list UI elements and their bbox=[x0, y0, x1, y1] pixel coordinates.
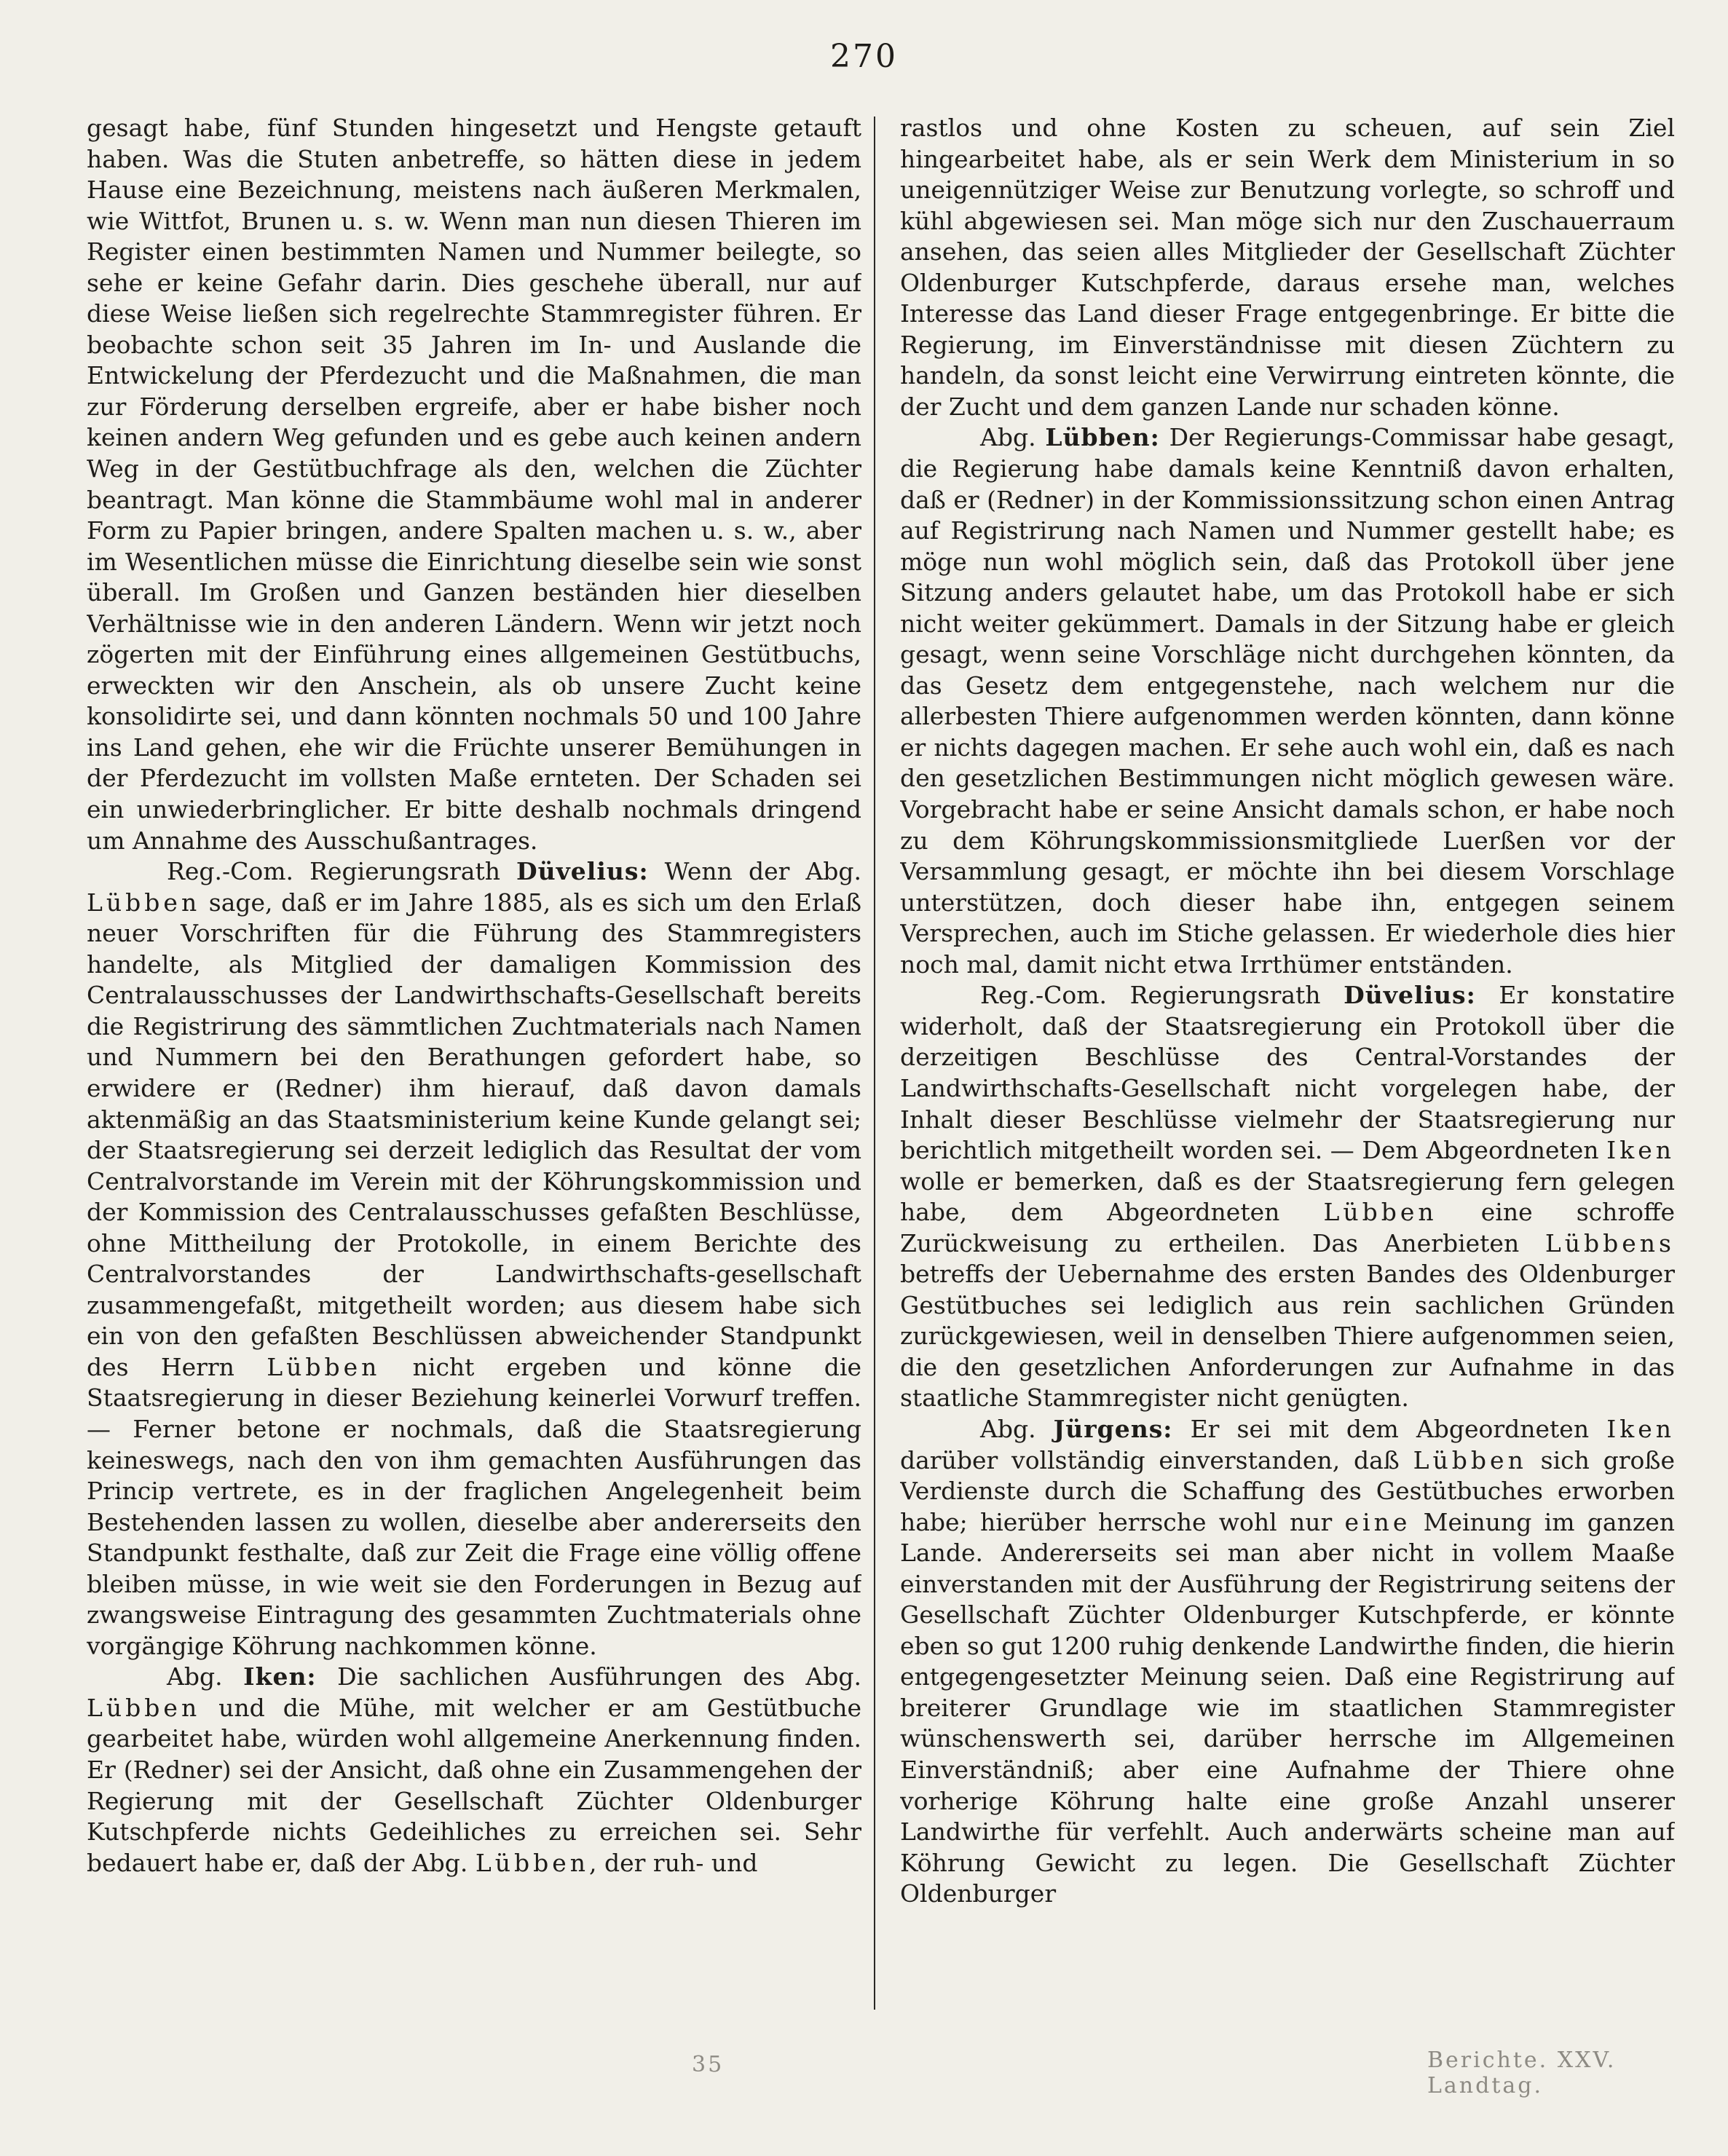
speaker-name: Düvelius: bbox=[516, 857, 649, 886]
paragraph-continuation: gesagt habe, fünf Stunden hingesetzt und Hengste getauft haben. Was die Stuten anbetreffe, so hätten diese in jedem Hause eine Bezeichnung, meistens nach äußeren Merkmalen, wie Wittfot, Brunen u. s. w. Wenn man nun diesen Thieren im Register einen bestimmten Namen und Nummer beilegte, so sehe er keine Gefahr darin. Dies geschehe überall, nur auf diese Weise ließen sich regelrechte Stammregister führen. Er beobachte schon seit 35 Jahren im In- und Auslande die Entwickelung der Pferdezucht und die Maßnahmen, die man zur Förderung derselben ergreife, aber er habe bisher noch keinen andern Weg gefunden und es gebe auch keinen andern Weg in der Gestütbuchfrage als den, welchen die Züchter beantragt. Man könne die Stammbäume wohl mal in anderer Form zu Papier bringen, andere Spalten machen u. s. w., aber im Wesentlichen müsse die Einrichtung dieselbe sein wie sonst überall. Im Großen und Ganzen beständen hier dieselben Verhältnisse wie in den anderen Ländern. Wenn wir jetzt noch zögerten mit der Einführung eines allgemeinen Gestütbuchs, erweckten wir den Anschein, als ob unsere Zucht keine konsolidirte sei, und dann könnten nochmals 50 und 100 Jahre ins Land gehen, ehe wir die Früchte unserer Bemühungen in der Pferdezucht im vollsten Maße ernteten. Der Schaden sei ein unwiederbringlicher. Er bitte deshalb nochmals dringend um Annahme des Ausschußantrages. bbox=[87, 114, 861, 855]
spaced-name: Lübben bbox=[1413, 1445, 1527, 1474]
left-column bbox=[87, 113, 861, 2021]
column-divider bbox=[874, 117, 875, 2010]
speaker-name: Lübben: bbox=[1045, 423, 1160, 452]
spaced-name: Iken bbox=[1606, 1136, 1675, 1165]
page-number: 270 bbox=[830, 38, 898, 75]
emphasized-word: eine bbox=[1344, 1507, 1411, 1536]
spaced-name: Lübbens bbox=[1544, 1228, 1675, 1257]
spaced-name: Lübben bbox=[475, 1848, 590, 1877]
paragraph-duevelius-reply: Reg.-Com. Regierungsrath Düvelius: Wenn der Abg. Lübben sage, daß er im Jahre 1885, als es sich um den Erlaß neuer Vorschriften für die Führung des Stammregisters handelte, als Mitglied der damaligen Kommission des Centralausschusses der Landwirthschafts-Gesellschaft bereits die Registrirung des sämmtlichen Zuchtmaterials nach Namen und Nummern bei den Berathungen gefordert habe, so erwidere er (Redner) ihm hierauf, daß davon damals aktenmäßig an das Staatsministerium keine Kunde gelangt sei; der Staatsregierung sei derzeit lediglich das Resultat der vom Centralvorstande im Verein mit der Köhrungskommission und der Kommission des Centralausschusses gefaßten Beschlüsse, ohne Mittheilung der Protokolle, in einem Berichte des Centralvorstandes der Landwirthschafts-gesellschaft zusammengefaßt, mitgetheilt worden; aus diesem habe sich ein von den gefaßten Beschlüssen abweichender Standpunkt des Herrn Lübben nicht ergeben und könne die Staatsregierung in dieser Beziehung keinerlei Vorwurf treffen. — Ferner betone er nochmals, daß die Staatsregierung keineswegs, nach den von ihm gemachten Ausführungen das Princip vertrete, es in der fraglichen Angelegenheit beim Bestehenden lassen zu wollen, dieselbe aber andererseits den Standpunkt festhalte, daß zur Zeit die Frage eine völlig offene bleiben müsse, in wie weit sie den Forderungen in Bezug auf zwangsweise Eintragung des gesammten Zuchtmaterials ohne vorgängige Köhrung nachkommen könne. bbox=[87, 857, 861, 1660]
spaced-name: Lübben bbox=[87, 888, 201, 917]
speaker-name: Jürgens: bbox=[1053, 1414, 1173, 1443]
paragraph-luebben: Abg. Lübben: Der Regierungs-Commissar habe gesagt, die Regierung habe damals keine Kenntniß davon erhalten, daß er (Redner) in der Kommissionssitzung schon einen Antrag auf Registrirung nach Namen und Nummer gestellt habe; es möge nun wohl möglich sein, daß das Protokoll über jene Sitzung anders gelautet habe, um das Protokoll habe er sich nicht weiter gekümmert. Damals in der Sitzung habe er gleich gesagt, wenn seine Vorschläge nicht durchgehen könnten, da das Gesetz dem entgegenstehe, nach welchem nur die allerbesten Thiere aufgenommen werden könnten, dann könne er nichts dagegen machen. Er sehe auch wohl ein, daß es nach den gesetzlichen Bestimmungen nicht möglich gewesen wäre. Vorgebracht habe er seine Ansicht damals schon, er habe noch zu dem Köhrungskommissionsmitgliede Luerßen vor der Versammlung gesagt, er möchte ihn bei diesem Vorschlage unterstützen, doch dieser habe ihn, entgegen seinem Versprechen, auch im Stiche gelassen. Er wiederhole dies hier noch mal, damit nicht etwa Irrthümer entständen. bbox=[900, 423, 1675, 979]
spaced-name: Iken bbox=[1606, 1414, 1675, 1443]
spaced-name: Lübben bbox=[1323, 1198, 1437, 1227]
paragraph-continuation: rastlos und ohne Kosten zu scheuen, auf sein Ziel hingearbeitet habe, als er sein Werk dem Ministerium in so uneigennütziger Weise zur Benutzung vorlegte, so schroff und kühl abgewiesen sei. Man möge sich nur den Zuschauerraum ansehen, das seien alles Mitglieder der Gesellschaft Züchter Oldenburger Kutschpferde, daraus ersehe man, welches Interesse das Land dieser Frage entgegenbringe. Er bitte die Regierung, im Einverständnisse mit diesen Züchtern zu handeln, da sonst leicht eine Verwirrung eintreten könnte, die der Zucht und dem ganzen Lande nur schaden könne. bbox=[900, 114, 1675, 421]
paragraph-juergens: Abg. Jürgens: Er sei mit dem Abgeordneten Iken darüber vollständig einverstanden, daß Lübben sich große Verdienste durch die Schaffung des Gestütbuches erworben habe; hierüber herrsche wohl nur eine Meinung im ganzen Lande. Andererseits sei man aber nicht in vollem Maaße einverstanden mit der Ausführung der Registrirung seitens der Gesellschaft Züchter Oldenburger Kutschpferde, er könnte eben so gut 1200 ruhig denkende Landwirthe finden, die hierin entgegengesetzter Meinung seien. Daß eine Registrirung auf breiterer Grundlage wie im staatlichen Stammregister wünschenswerth sei, darüber herrsche im Allgemeinen Einverständniß; aber eine Aufnahme der Thiere ohne vorherige Köhrung halte eine große Anzahl unserer Landwirthe für verfehlt. Auch anderwärts scheine man auf Köhrung Gewicht zu legen. Die Gesellschaft Züchter Oldenburger bbox=[900, 1414, 1675, 1908]
speaker-name: Iken: bbox=[243, 1662, 317, 1691]
bleed-through-signature: 35 bbox=[692, 2052, 725, 2077]
speaker-name: Düvelius: bbox=[1344, 981, 1476, 1010]
paragraph-duevelius-second: Reg.-Com. Regierungsrath Düvelius: Er konstatire widerholt, daß der Staatsregierung ein Protokoll über die derzeitigen Beschlüsse des Central-Vorstandes der Landwirthschafts-Gesellschaft nicht vorgelegen habe, der Inhalt dieser Beschlüsse vielmehr der Staatsregierung nur berichtlich mitgetheilt worden sei. — Dem Abgeordneten Iken wolle er bemerken, daß es der Staatsregierung fern gelegen habe, dem Abgeordneten Lübben eine schroffe Zurückweisung zu ertheilen. Das Anerbieten Lübbens betreffs der Uebernahme des ersten Bandes des Oldenburger Gestütbuches sei lediglich aus rein sachlichen Gründen zurückgewiesen, weil in denselben Thiere aufgenommen seien, die den gesetzlichen Anforderungen zur Aufnahme in das staatliche Stammregister nicht genügten. bbox=[900, 981, 1675, 1413]
spaced-name: Lübben bbox=[267, 1352, 381, 1381]
paragraph-iken: Abg. Iken: Die sachlichen Ausführungen des Abg. Lübben und die Mühe, mit welcher er am Gestütbuche gearbeitet habe, würden wohl allgemeine Anerkennung finden. Er (Redner) sei der Ansicht, daß ohne ein Zusammengehen der Regierung mit der Gesellschaft Züchter Oldenburger Kutschpferde nichts Gedeihliches zu erreichen sei. Sehr bedauert habe er, daß der Abg. Lübben, der ruh- und bbox=[87, 1662, 861, 1877]
right-column bbox=[900, 113, 1675, 2021]
spaced-name: Lübben bbox=[87, 1693, 201, 1722]
bleed-through-footer: Berichte. XXV. Landtag. bbox=[1427, 2048, 1617, 2098]
